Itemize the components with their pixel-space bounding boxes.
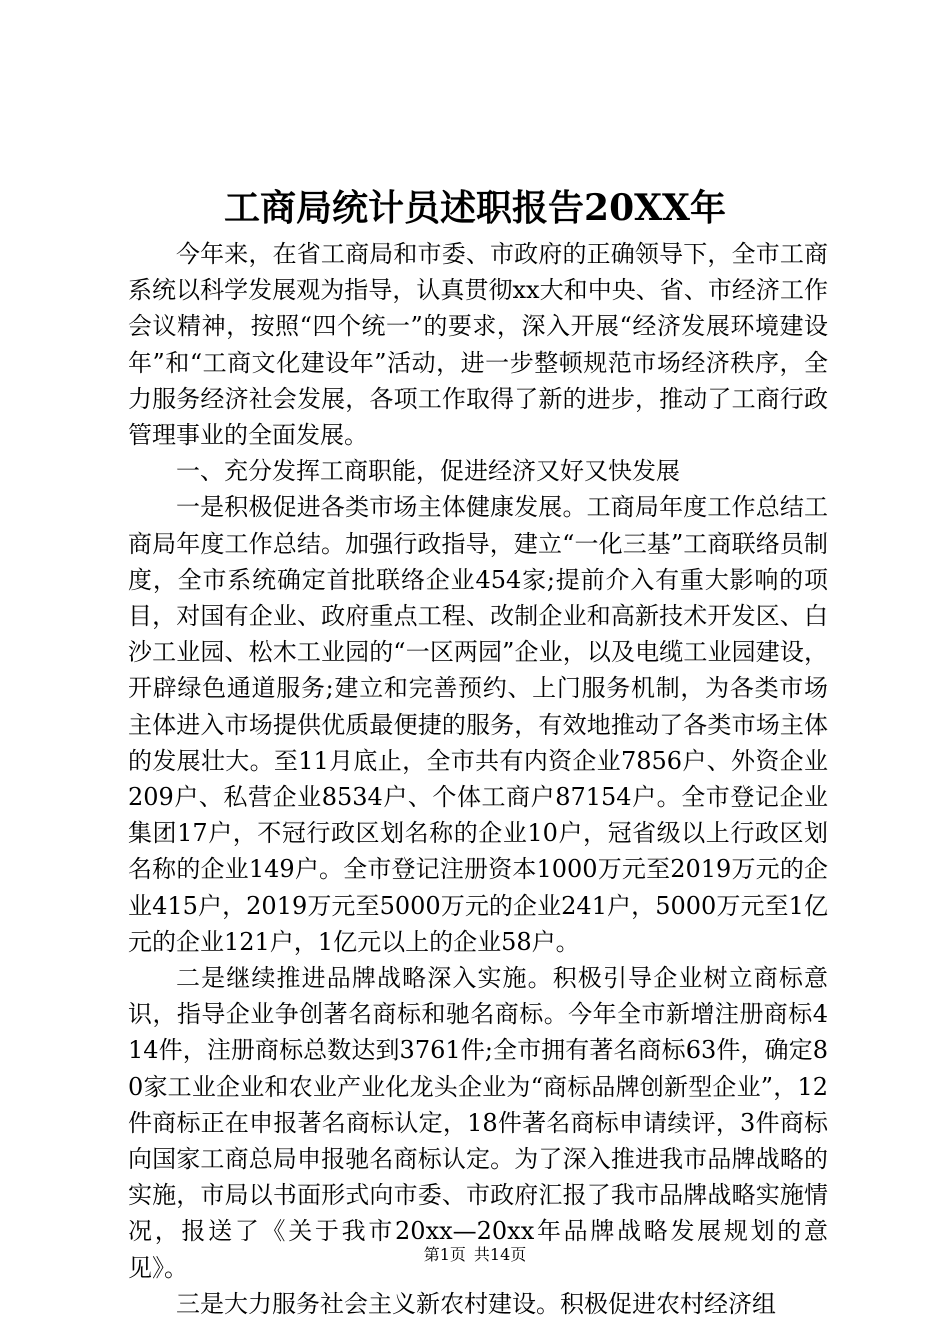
body-paragraph: 一是积极促进各类市场主体健康发展。工商局年度工作总结工商局年度工作总结。加强行政指导，建立“一化三基”工商联络员制度，全市系统确定首批联络企业454家;提前介入有重大影响的项目，对国有企业、政府重点工程、改制企业和高新技术开发区、白沙工业园、松木工业园的“一区两园”企业，以及电缆工业园建设，开辟绿色通道服务;建立和完善预约、上门服务机制，为各类市场主体进入市场提供优质最便捷的服务，有效地推动了各类市场主体的发展壮大。至11月底止，全市共有内资企业7856户、外资企业209户、私营企业8534户、个体工商户87154户。全市登记企业集团17户，不冠行政区划名称的企业10户，冠省级以上行政区划名称的企业149户。全市登记注册资本1000万元至2019万元的企业415户，2019万元至5000万元的企业241户，5000万元至1亿元的企业121户，1亿元以上的企业58户。 — [128, 493, 828, 956]
body-paragraph: 三是大力服务社会主义新农村建设。积极促进农村经济组 — [176, 1289, 776, 1318]
page-number: 第1页 — [423, 1245, 466, 1264]
document-title: 工商局统计员述职报告20XX年 — [224, 187, 726, 229]
page-footer — [0, 1244, 950, 1266]
intro-paragraph: 今年来，在省工商局和市委、市政府的正确领导下，全市工商系统以科学发展观为指导，认真贯彻xx大和中央、省、市经济工作会议精神，按照“四个统一”的要求，深入开展“经济发展环境建设年”和“工商文化建设年”活动，进一步整顿规范市场经济秩序，全力服务经济社会发展，各项工作取得了新的进步，推动了工商行政管理事业的全面发展。 — [128, 240, 828, 450]
document-body — [128, 236, 828, 1322]
body-paragraph: 二是继续推进品牌战略深入实施。积极引导企业树立商标意识，指导企业争创著名商标和驰名商标。今年全市新增注册商标414件，注册商标总数达到3761件;全市拥有著名商标63件，确定80家工业企业和农业产业化龙头企业为“商标品牌创新型企业”，12件商标正在申报著名商标认定，18件著名商标申请续评，3件商标向国家工商总局申报驰名商标认定。为了深入推进我市品牌战略的实施，市局以书面形式向市委、市政府汇报了我市品牌战略实施情况，报送了《关于我市20xx—20xx年品牌战略发展规划的意见》。 — [128, 964, 828, 1282]
page-total: 共14页 — [473, 1245, 527, 1264]
section-heading: 一、充分发挥工商职能，促进经济又好又快发展 — [176, 457, 680, 486]
